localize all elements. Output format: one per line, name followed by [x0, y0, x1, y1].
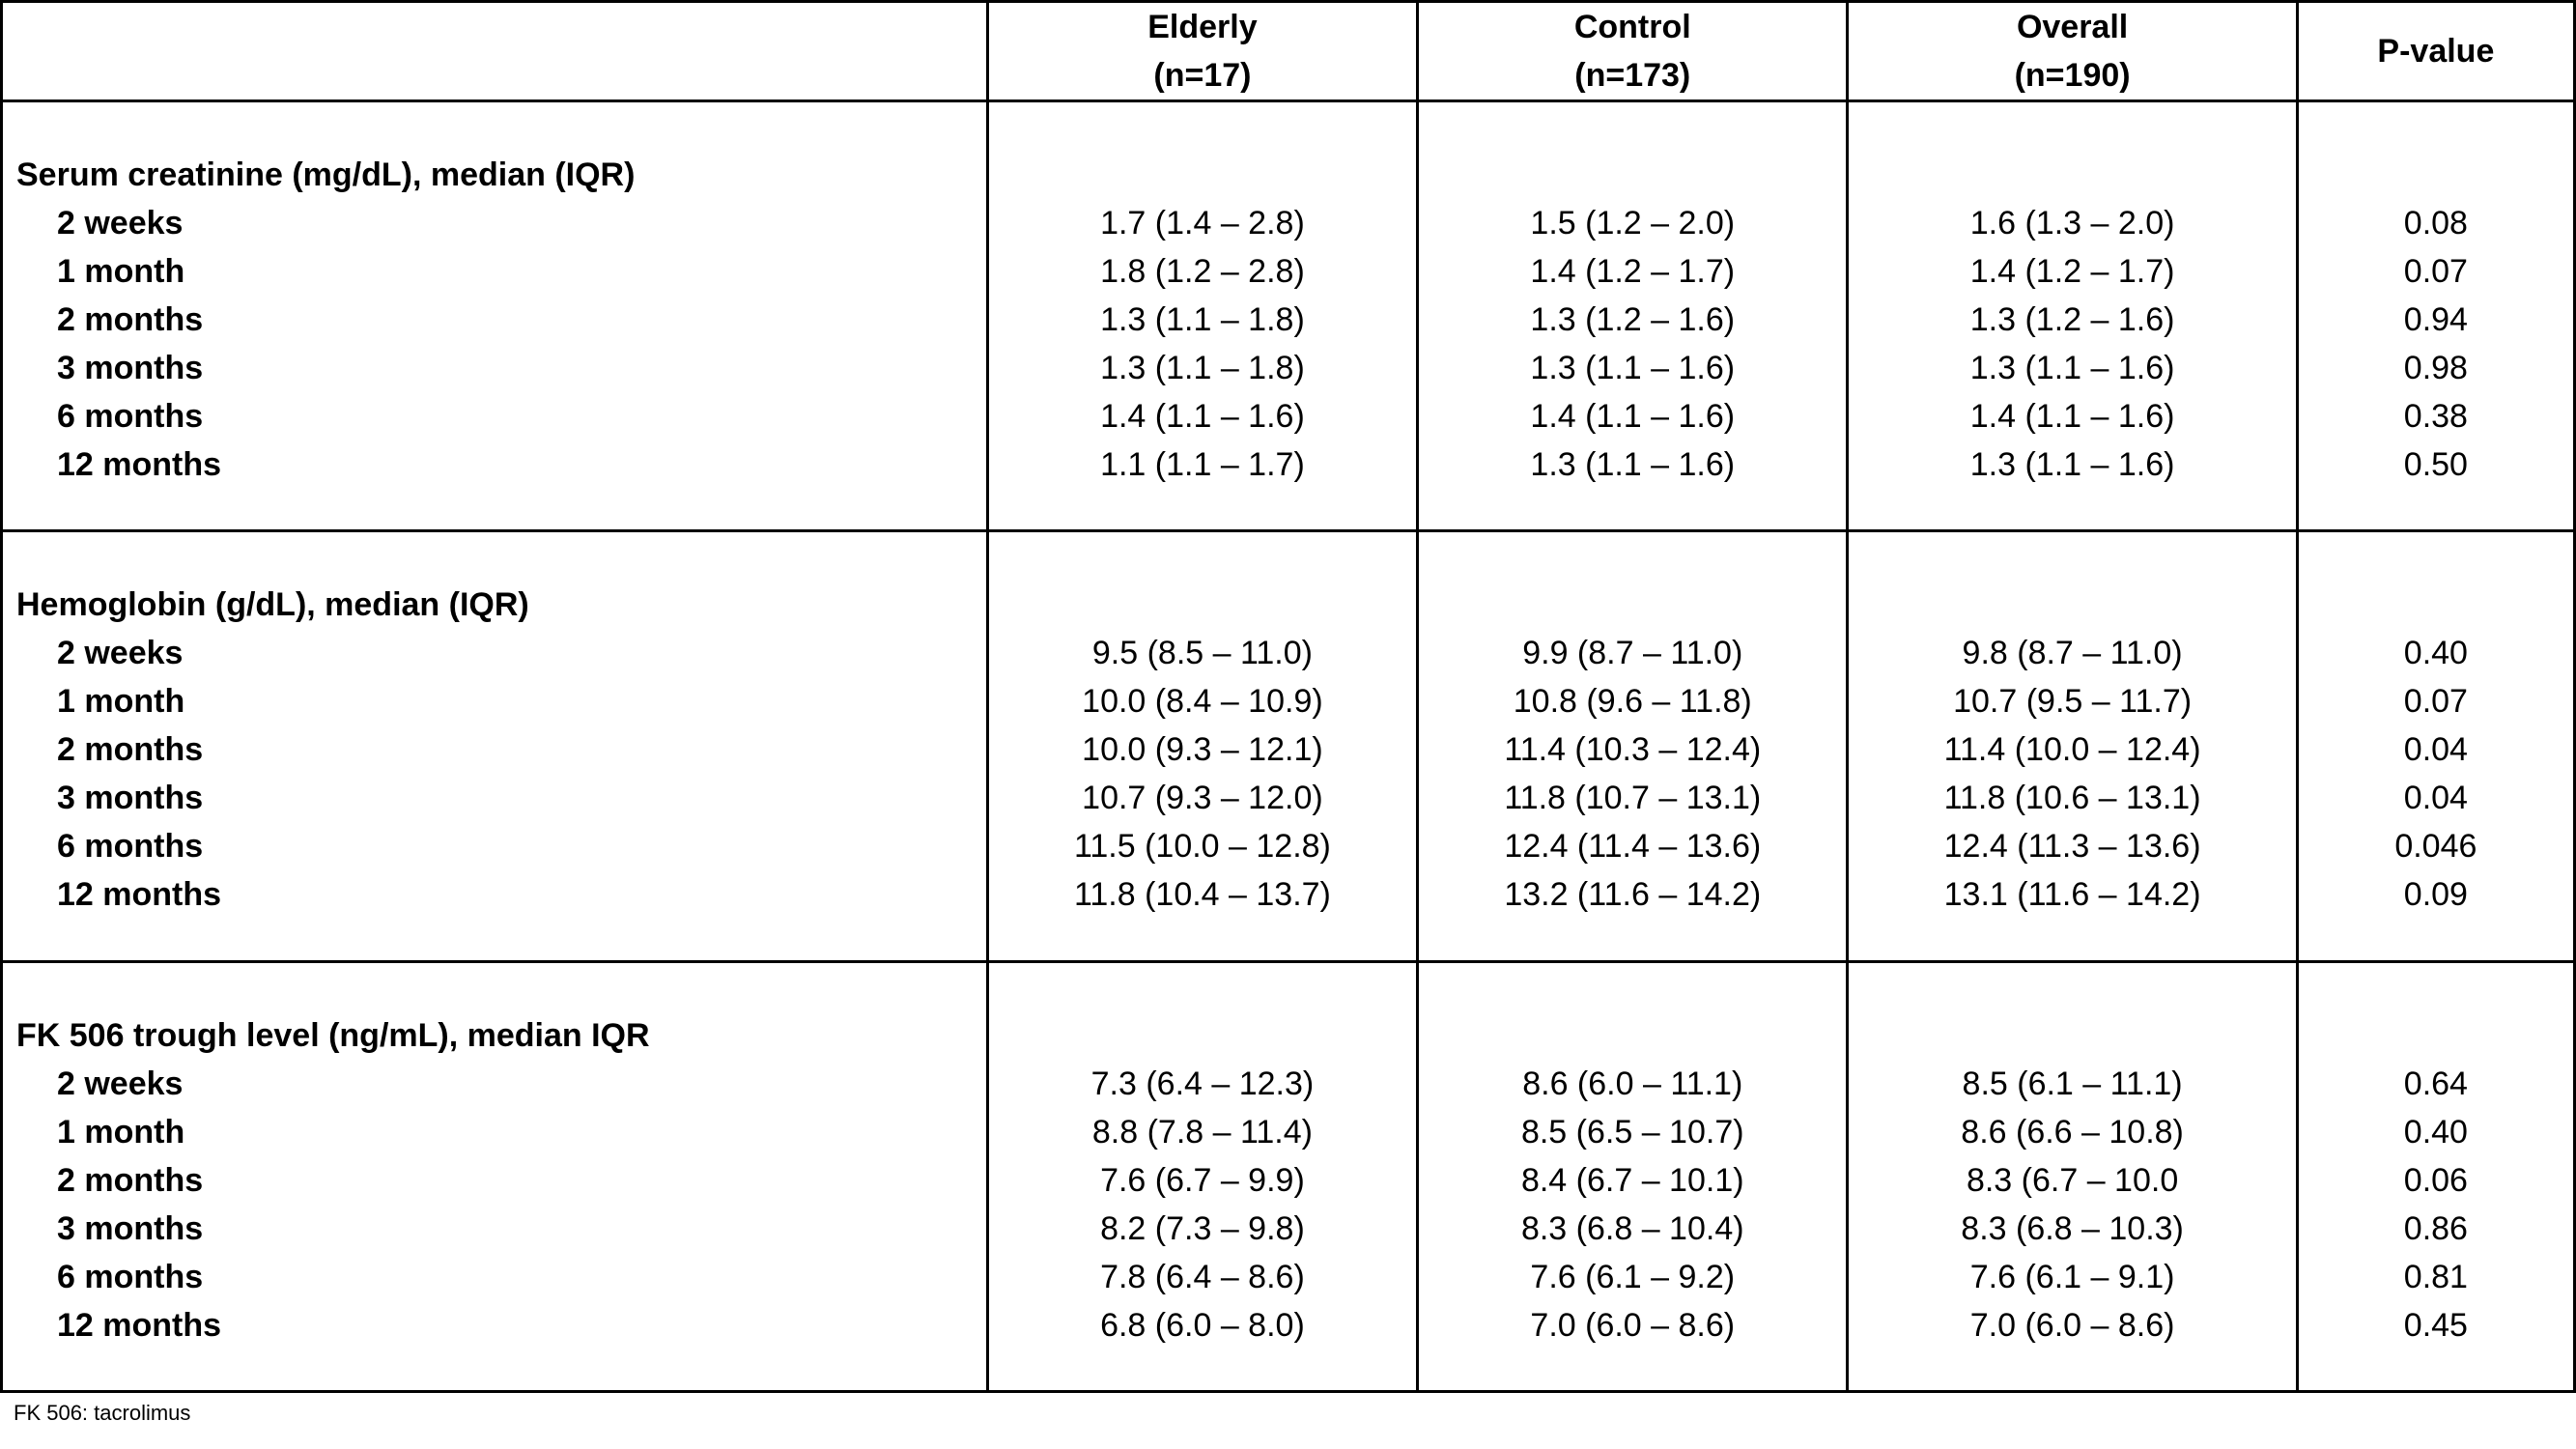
control-value: 12.4 (11.4 – 13.6): [1504, 828, 1762, 866]
timepoint: 12 months: [57, 876, 222, 914]
section-control-value-cell: [1418, 101, 1848, 531]
elderly-value: 7.8 (6.4 – 8.6): [1100, 1258, 1305, 1295]
overall-value: 10.7 (9.5 – 11.7): [1953, 683, 2193, 721]
overall-value: 13.1 (11.6 – 14.2): [1943, 876, 2201, 914]
spacer-line: [1419, 581, 1846, 629]
section-control-value-cell: [1418, 961, 1848, 1391]
timepoint: 2 weeks: [57, 635, 184, 672]
p-value: 0.86: [2403, 1209, 2468, 1247]
elderly-value: 10.0 (9.3 – 12.1): [1082, 731, 1323, 769]
elderly-value: 10.7 (9.3 – 12.0): [1082, 780, 1323, 817]
header-elderly-name: Elderly: [1147, 9, 1258, 45]
overall-value: 11.8 (10.6 – 13.1): [1943, 780, 2201, 817]
timepoint: 3 months: [57, 350, 204, 386]
p-value: 0.81: [2403, 1258, 2468, 1295]
section-elderly-value-cell: [987, 961, 1417, 1391]
spacer-line: [989, 151, 1416, 199]
section-p-value-cell: [2297, 101, 2574, 531]
section-row: [2, 961, 2575, 1391]
elderly-value: 1.1 (1.1 – 1.7): [1100, 446, 1305, 483]
header-overall: [1848, 2, 2297, 101]
section-control-value-cell: [1418, 531, 1848, 961]
section-timepoint-cell: [2, 961, 988, 1391]
p-value: 0.08: [2403, 205, 2468, 242]
control-value: 8.3 (6.8 – 10.4): [1520, 1209, 1744, 1247]
section-overall-value-cell: [1848, 961, 2297, 1391]
control-value: 1.3 (1.2 – 1.6): [1530, 301, 1736, 338]
overall-value: 1.6 (1.3 – 2.0): [1969, 205, 2175, 242]
p-value: 0.40: [2403, 1113, 2468, 1151]
timepoint: 6 months: [57, 828, 204, 866]
header-elderly: [987, 2, 1417, 101]
section-title: FK 506 trough level (ng/mL), median IQR: [16, 1016, 650, 1054]
elderly-value: 9.5 (8.5 – 11.0): [1091, 635, 1313, 672]
elderly-value: 8.2 (7.3 – 9.8): [1100, 1209, 1305, 1247]
section-title: Serum creatinine (mg/dL), median (IQR): [16, 156, 636, 193]
timepoint: 6 months: [57, 1258, 204, 1295]
control-value: 11.8 (10.7 – 13.1): [1504, 780, 1762, 817]
elderly-value: 1.3 (1.1 – 1.8): [1100, 350, 1305, 386]
p-value: 0.06: [2403, 1161, 2468, 1199]
header-control: [1418, 2, 1848, 101]
control-value: 13.2 (11.6 – 14.2): [1504, 876, 1762, 914]
section-elderly-value-cell: [987, 531, 1417, 961]
control-value: 1.3 (1.1 – 1.6): [1530, 350, 1736, 386]
overall-value: 9.8 (8.7 – 11.0): [1962, 635, 2183, 672]
spacer-line: [1849, 581, 2295, 629]
spacer-line: [1849, 1011, 2295, 1060]
spacer-line: [989, 581, 1416, 629]
control-value: 10.8 (9.6 – 11.8): [1513, 683, 1752, 721]
elderly-value: 1.4 (1.1 – 1.6): [1100, 398, 1305, 435]
p-value: 0.04: [2403, 780, 2468, 817]
header-control-n: (n=173): [1574, 57, 1691, 94]
timepoint: 12 months: [57, 1306, 222, 1344]
timepoint: 1 month: [57, 253, 185, 290]
p-value: 0.09: [2403, 876, 2468, 914]
header-overall-n: (n=190): [2014, 57, 2131, 94]
header-label: [2, 2, 988, 101]
spacer-line: [2299, 151, 2573, 199]
section-elderly-value-cell: [987, 101, 1417, 531]
overall-value: 1.4 (1.1 – 1.6): [1969, 398, 2175, 435]
timepoint: 3 months: [57, 780, 204, 817]
elderly-value: 8.8 (7.8 – 11.4): [1091, 1113, 1313, 1151]
timepoint: 3 months: [57, 1209, 204, 1247]
overall-value: 1.4 (1.2 – 1.7): [1969, 253, 2175, 290]
p-value: 0.50: [2403, 446, 2468, 483]
timepoint: 2 months: [57, 301, 204, 338]
timepoint: 1 month: [57, 683, 185, 721]
control-value: 7.6 (6.1 – 9.2): [1530, 1258, 1736, 1295]
p-value: 0.98: [2403, 350, 2468, 386]
header-row: [2, 2, 2575, 101]
section-title: Hemoglobin (g/dL), median (IQR): [16, 586, 529, 624]
section-p-value-cell: [2297, 531, 2574, 961]
spacer-line: [989, 1011, 1416, 1060]
elderly-value: 7.6 (6.7 – 9.9): [1100, 1161, 1305, 1199]
section-p-value-cell: [2297, 961, 2574, 1391]
section-timepoint-cell: [2, 101, 988, 531]
elderly-value: 7.3 (6.4 – 12.3): [1090, 1065, 1315, 1102]
control-value: 9.9 (8.7 – 11.0): [1522, 635, 1743, 672]
timepoint: 2 weeks: [57, 1065, 184, 1102]
spacer-line: [2299, 1011, 2573, 1060]
spacer-line: [1419, 1011, 1846, 1060]
p-value: 0.046: [2394, 828, 2477, 866]
spacer-line: [1849, 151, 2295, 199]
overall-value: 11.4 (10.0 – 12.4): [1943, 731, 2201, 769]
header-control-name: Control: [1573, 9, 1691, 45]
overall-value: 8.6 (6.6 – 10.8): [1961, 1113, 2184, 1151]
p-value: 0.40: [2403, 635, 2468, 672]
p-value: 0.04: [2403, 731, 2468, 769]
header-overall-name: Overall: [2016, 9, 2129, 45]
p-value: 0.64: [2403, 1065, 2468, 1102]
timepoint: 2 months: [57, 1161, 204, 1199]
header-elderly-n: (n=17): [1153, 57, 1252, 94]
timepoint: 2 weeks: [57, 205, 184, 242]
control-value: 1.3 (1.1 – 1.6): [1530, 446, 1736, 483]
timepoint: 12 months: [57, 446, 222, 483]
control-value: 8.5 (6.5 – 10.7): [1520, 1113, 1744, 1151]
timepoint: 2 months: [57, 731, 204, 769]
section-row: [2, 101, 2575, 531]
control-value: 7.0 (6.0 – 8.6): [1530, 1306, 1736, 1344]
p-value: 0.38: [2403, 398, 2468, 435]
elderly-value: 11.5 (10.0 – 12.8): [1073, 828, 1331, 866]
timepoint: 1 month: [57, 1113, 185, 1151]
elderly-value: 10.0 (8.4 – 10.9): [1082, 683, 1323, 721]
control-value: 1.4 (1.1 – 1.6): [1530, 398, 1736, 435]
section-overall-value-cell: [1848, 531, 2297, 961]
section-row: [2, 531, 2575, 961]
control-value: 8.6 (6.0 – 11.1): [1522, 1065, 1743, 1102]
control-value: 1.4 (1.2 – 1.7): [1530, 253, 1736, 290]
spacer-line: [1419, 151, 1846, 199]
overall-value: 1.3 (1.1 – 1.6): [1969, 350, 2175, 386]
spacer-line: [2299, 581, 2573, 629]
elderly-value: 1.7 (1.4 – 2.8): [1100, 205, 1305, 242]
p-value: 0.94: [2403, 301, 2468, 338]
header-pvalue: P-value: [2297, 2, 2574, 101]
section-timepoint-cell: [2, 531, 988, 961]
elderly-value: 1.8 (1.2 – 2.8): [1100, 253, 1305, 290]
p-value: 0.45: [2403, 1306, 2468, 1344]
overall-value: 8.5 (6.1 – 11.1): [1962, 1065, 2183, 1102]
overall-value: 12.4 (11.3 – 13.6): [1943, 828, 2201, 866]
elderly-value: 1.3 (1.1 – 1.8): [1100, 301, 1305, 338]
overall-value: 7.6 (6.1 – 9.1): [1969, 1258, 2175, 1295]
footnote: FK 506: tacrolimus: [14, 1401, 191, 1425]
overall-value: 7.0 (6.0 – 8.6): [1969, 1306, 2175, 1344]
elderly-value: 11.8 (10.4 – 13.7): [1073, 876, 1331, 914]
elderly-value: 6.8 (6.0 – 8.0): [1100, 1306, 1305, 1344]
overall-value: 1.3 (1.1 – 1.6): [1969, 446, 2175, 483]
control-value: 1.5 (1.2 – 2.0): [1530, 205, 1736, 242]
section-overall-value-cell: [1848, 101, 2297, 531]
control-value: 11.4 (10.3 – 12.4): [1504, 731, 1762, 769]
overall-value: 1.3 (1.2 – 1.6): [1969, 301, 2175, 338]
control-value: 8.4 (6.7 – 10.1): [1520, 1161, 1744, 1199]
overall-value: 8.3 (6.8 – 10.3): [1961, 1209, 2184, 1247]
p-value: 0.07: [2403, 683, 2468, 721]
p-value: 0.07: [2403, 253, 2468, 290]
timepoint: 6 months: [57, 398, 204, 435]
overall-value: 8.3 (6.7 – 10.0: [1966, 1161, 2179, 1199]
